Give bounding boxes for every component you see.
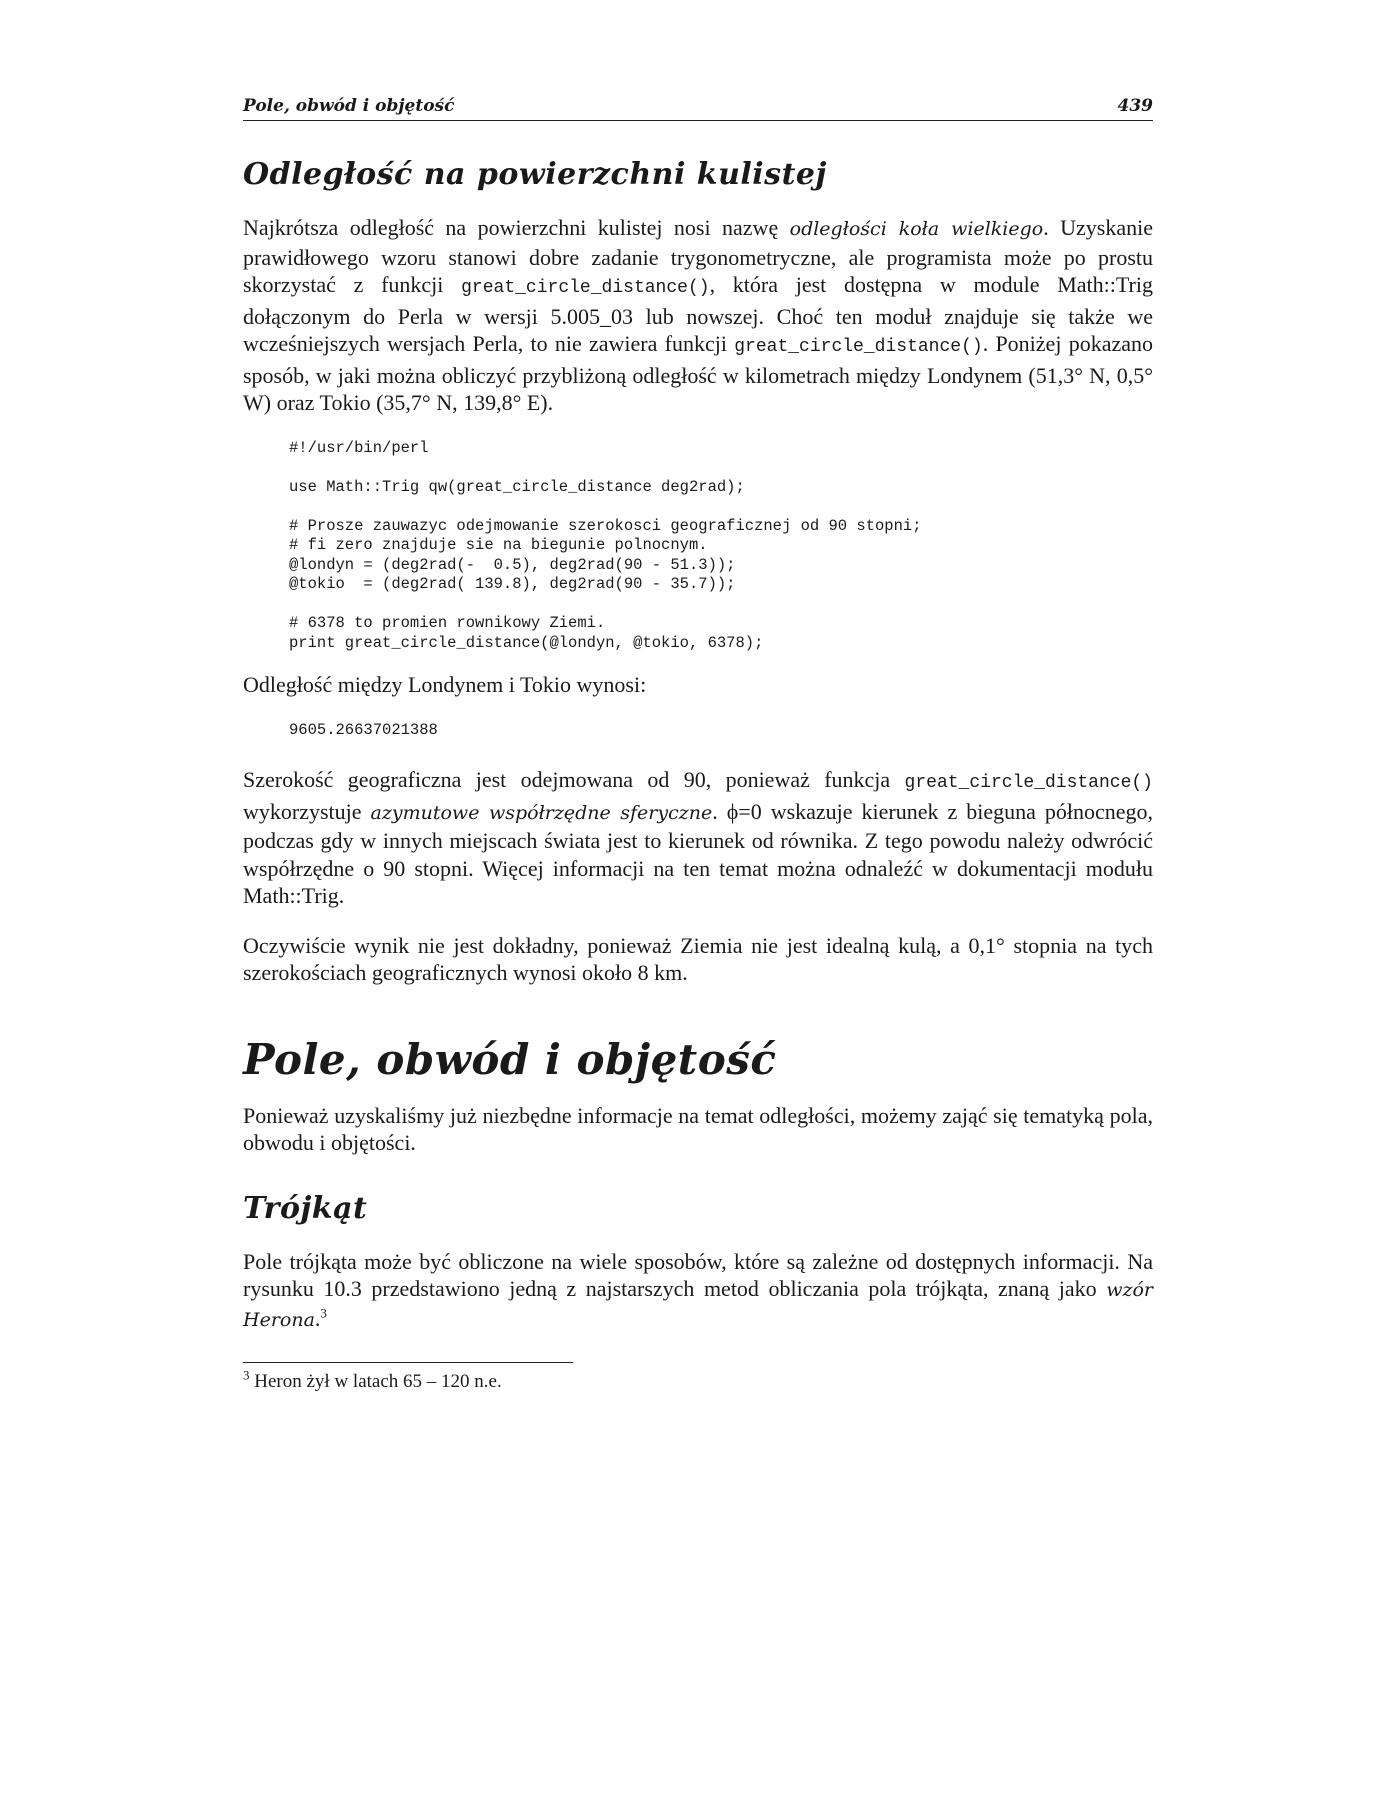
chapter-heading-area-perimeter-volume: Pole, obwód i objętość — [243, 1034, 777, 1084]
footnote-reference[interactable]: 3 — [320, 1305, 327, 1321]
footnote-mark: 3 — [243, 1367, 250, 1383]
paragraph-chapter-intro: Ponieważ uzyskaliśmy już niezbędne informacje na temat odległości, możemy zająć się tematyką pola, obwodu i objętości. — [243, 1102, 1153, 1155]
text-run: . Uzyskanie prawidłowego wzoru stanowi dobre zadanie trygonometryczne, ale programista może po prostu skorzystać z funkcji — [243, 215, 1153, 297]
footnote — [243, 1367, 1153, 1393]
page-number: 439 — [1117, 96, 1153, 116]
emphasis-text: odległości koła wielkiego — [789, 218, 1044, 240]
emphasis-text: azymutowe współrzędne sferyczne — [370, 801, 713, 824]
paragraph-intro — [243, 214, 1153, 417]
text-run: wykorzystuje — [243, 798, 371, 824]
book-page — [243, 96, 1153, 1393]
emphasis-text: wzór Herona — [243, 1279, 1153, 1331]
text-run: . — [314, 1305, 321, 1331]
inline-code: great_circle_distance() — [734, 337, 983, 357]
section-heading-spherical-distance: Odległość na powierzchni kulistej — [243, 157, 827, 192]
section-heading-triangle: Trójkąt — [243, 1190, 368, 1226]
text-run: . ϕ=0 wskazuje kierunek z bieguna północnego, podczas gdy w innych miejscach świata jest to kierunek od równika. Z tego powodu należy odwrócić współrzędne o 90 stopni. Więcej informacji na ten temat można odnaleźć w dokumentacji modułu Math::Trig. — [243, 798, 1154, 908]
text-run: . Poniżej pokazano sposób, w jaki można obliczyć przybliżoną odległość w kilometrach między Londynem (51,3° N, 0,5° W) oraz Tokio (35,7° N, 139,8° E). — [243, 331, 1153, 415]
text-run: Pole trójkąta może być obliczone na wiele sposobów, które są zależne od dostępnych informacji. Na rysunku 10.3 przedstawiono jedną z najstarszych metod obliczania pola trójkąta, znaną jako — [243, 1248, 1153, 1301]
footnote-text: Heron żył w latach 65 – 120 n.e. — [249, 1371, 502, 1392]
program-output: 9605.26637021388 — [289, 720, 438, 739]
text-run: Najkrótsza odległość na powierzchni kulistej nosi nazwę — [243, 215, 790, 240]
paragraph-result-intro: Odległość między Londynem i Tokio wynosi: — [243, 672, 647, 697]
inline-code: great_circle_distance() — [461, 278, 710, 298]
running-head — [243, 96, 1153, 121]
paragraph-triangle — [243, 1248, 1153, 1335]
running-head-title: Pole, obwód i objętość — [243, 96, 455, 116]
text-run: , która jest dostępna w module Math::Trig dołączonym do Perla w wersji 5.005_03 lub nowszej. Choć ten moduł znajduje się także we wcześniejszych wersjach Perla, to nie zawiera funkcji — [243, 272, 1153, 356]
inline-code: great_circle_distance() — [904, 773, 1153, 793]
footnote-divider — [243, 1362, 573, 1363]
paragraph-explanation — [243, 766, 1153, 910]
perl-code-listing: #!/usr/bin/perl use Math::Trig qw(great_circle_distance deg2rad); # Prosze zauwazyc odejmowanie szerokosci geograficznej od 90 stopni; # fi zero znajduje sie na biegunie polnocnym. @londyn = (deg2rad(- 0.5), deg2rad(90 - 51.3)); @tokio = (deg2rad( 139.8), deg2rad(90 - 35.7)); # 6378 to promien rownikowy Ziemi. print great_circle_distance(@londyn, @tokio, 6378); — [289, 438, 922, 652]
text-run: Szerokość geograficzna jest odejmowana od 90, ponieważ funkcja — [243, 767, 905, 792]
paragraph-accuracy-note: Oczywiście wynik nie jest dokładny, ponieważ Ziemia nie jest idealną kulą, a 0,1° stopnia na tych szerokościach geograficznych wynosi około 8 km. — [243, 932, 1153, 985]
